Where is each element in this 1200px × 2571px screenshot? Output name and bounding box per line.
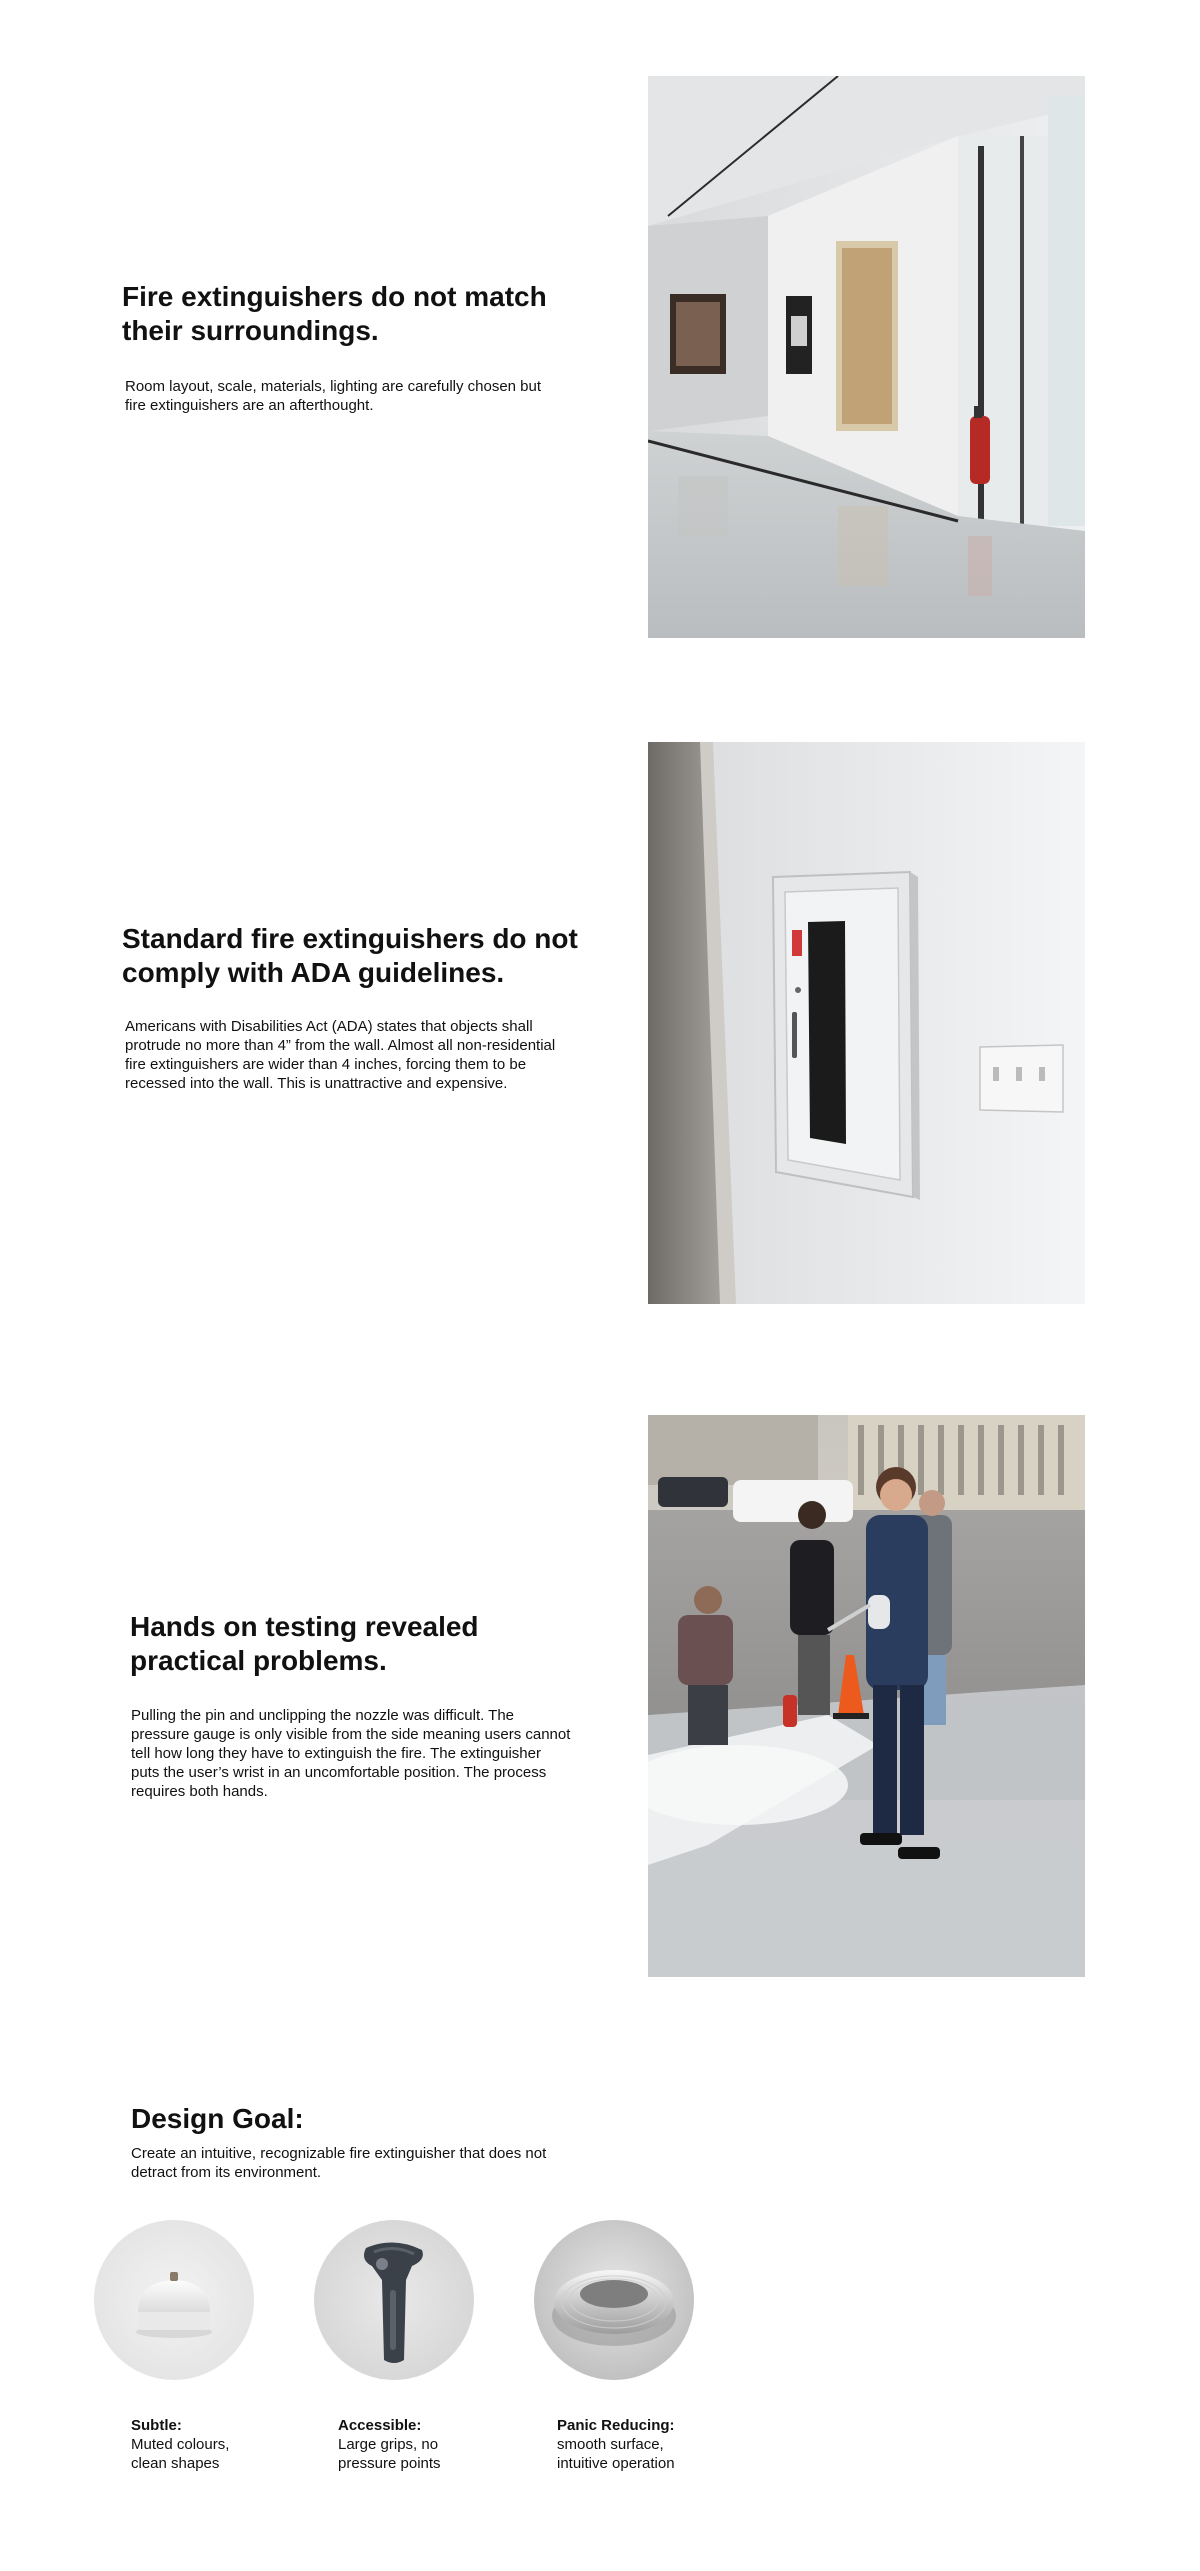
principle-accessible: [338, 2416, 518, 2473]
principle-subtle: [131, 2416, 311, 2473]
section-surroundings: [0, 0, 1200, 700]
design-goal-body: Create an intuitive, recognizable fire extinguisher that does not detract from its environment.: [131, 2145, 547, 2181]
section-body: Room layout, scale, materials, lighting are carefully chosen but fire extinguishers are an afterthought.: [125, 378, 542, 414]
principle-title: Subtle:: [131, 2417, 182, 2434]
principles: [0, 2220, 1200, 2520]
principle-title: Panic Reducing:: [557, 2417, 675, 2434]
recessed-cabinet-photo: [648, 742, 1085, 1304]
dome-concept-icon: [94, 2220, 254, 2380]
testing-photo: [648, 1415, 1085, 1977]
section-body: Pulling the pin and unclipping the nozzle was difficult. The pressure gauge is only visible from the side meaning users cannot tell how long they have to extinguish the fire. The extinguisher puts the user’s wrist in an uncomfortable position. The process requires both hands.: [131, 1707, 571, 1800]
section-heading: Standard fire extinguishers do not comply with ADA guidelines.: [122, 923, 578, 988]
section-heading: Fire extinguishers do not match their surroundings.: [122, 281, 547, 346]
design-goal-heading: Design Goal:: [131, 2103, 304, 2134]
principle-title: Accessible:: [338, 2417, 422, 2434]
ring-concept-icon: [534, 2220, 694, 2380]
section-testing: [0, 1360, 1200, 2020]
principle-body: smooth surface, intuitive operation: [557, 2436, 675, 2472]
section-ada: [0, 700, 1200, 1360]
section-heading: Hands on testing revealed practical problems.: [130, 1611, 479, 1676]
principle-panic-reducing: [557, 2416, 737, 2473]
gallery-photo: [648, 76, 1085, 638]
section-body: Americans with Disabilities Act (ADA) states that objects shall protrude no more than 4” from the wall. Almost all non-residential fire extinguishers are wider than 4 inches, forcing them to be recessed into the wall. This is unattractive and expensive.: [125, 1018, 556, 1092]
principle-body: Large grips, no pressure points: [338, 2436, 441, 2472]
principle-body: Muted colours, clean shapes: [131, 2436, 230, 2472]
handle-concept-icon: [314, 2220, 474, 2380]
design-goal: [0, 2080, 1200, 2200]
